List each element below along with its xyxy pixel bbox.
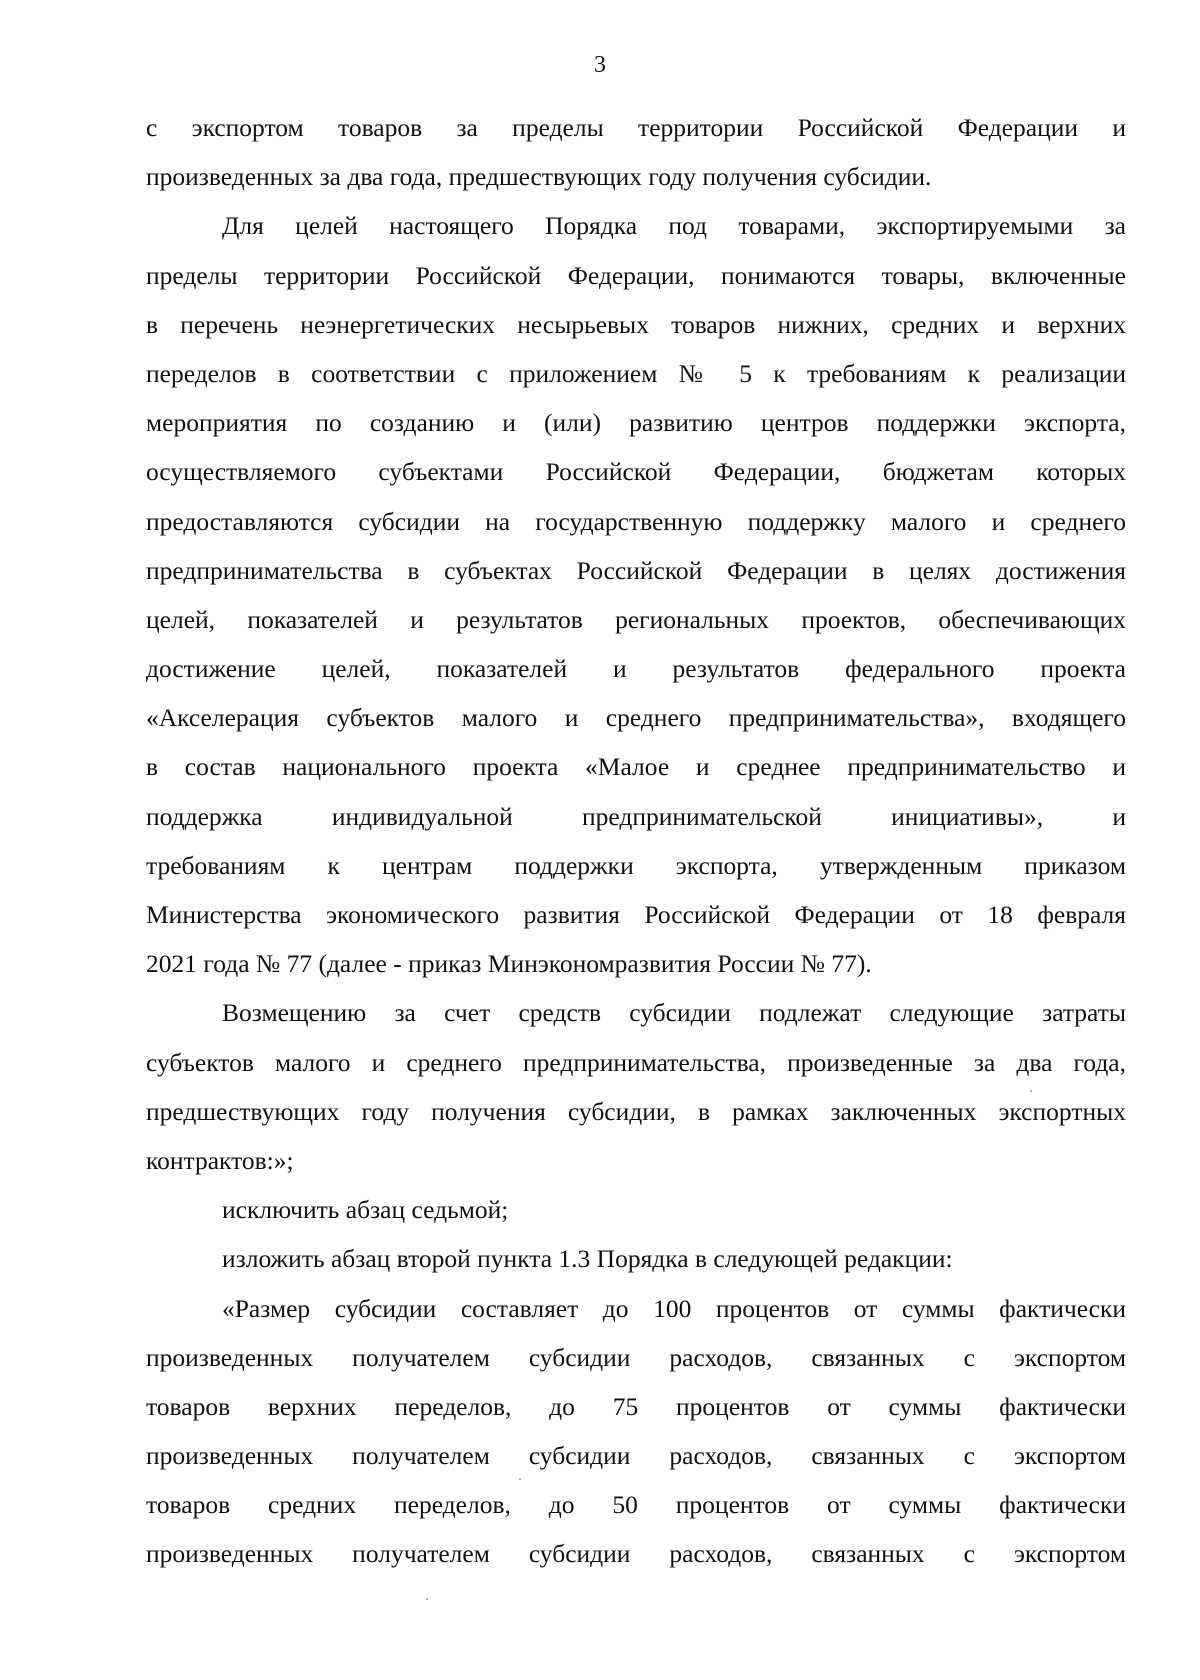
text-line: исключить абзац седьмой; [222,1195,509,1225]
text-line: Министерства экономического развития Российской Федерации от 18 февраля [146,900,1126,929]
text-line: произведенных получателем субсидии расходов, связанных с экспортом [146,1342,1126,1372]
text-line: пределы территории Российской Федерации, понимаются товары, включенные [146,260,1126,290]
text-line: Для целей настоящего Порядка под товарами, экспортируемыми за [222,211,1126,241]
scan-speck [426,1598,428,1600]
text-line: товаров средних переделов, до 50 процентов от суммы фактически [146,1490,1126,1520]
scan-speck [519,1478,521,1480]
text-line: предпринимательства в субъектах Российской Федерации в целях достижения [146,555,1126,585]
text-line: товаров верхних переделов, до 75 процентов от суммы фактически [146,1391,1126,1421]
text-line: поддержка индивидуальной предпринимательской инициативы», и [146,801,1126,831]
text-line: произведенных за два года, предшествующих году получения субсидии. [146,162,932,192]
text-line: произведенных получателем субсидии расходов, связанных с экспортом [146,1441,1126,1471]
scan-speck [1030,1090,1032,1092]
text-line: 2021 года № 77 (далее - приказ Минэкономразвития России № 77). [146,949,872,979]
text-line: Возмещению за счет средств субсидии подлежат следующие затраты [222,998,1126,1028]
text-line: требованиям к центрам поддержки экспорта, утвержденным приказом [146,850,1126,880]
text-line: целей, показателей и результатов региональных проектов, обеспечивающих [146,604,1126,634]
text-line: достижение целей, показателей и результатов федерального проекта [146,654,1126,684]
text-line: произведенных получателем субсидии расходов, связанных с экспортом [146,1539,1126,1569]
text-line: предоставляются субсидии на государственную поддержку малого и среднего [146,506,1126,536]
text-line: с экспортом товаров за пределы территории Российской Федерации и [146,113,1126,142]
text-line: переделов в соответствии с приложением № 5 к требованиям к реализации [146,358,1126,388]
text-line: контрактов:»; [146,1145,294,1175]
text-line: осуществляемого субъектами Российской Федерации, бюджетам которых [146,457,1126,487]
text-line: мероприятия по созданию и (или) развитию центров поддержки экспорта, [146,408,1126,438]
text-line: субъектов малого и среднего предпринимательства, произведенные за два года, [146,1047,1126,1077]
page-number: 3 [594,52,606,78]
text-line: «Акселерация субъектов малого и среднего предпринимательства», входящего [146,703,1126,733]
document-body [146,103,1126,1579]
text-line: изложить абзац второй пункта 1.3 Порядка в следующей редакции: [222,1244,953,1274]
text-line: «Размер субсидии составляет до 100 процентов от суммы фактически [222,1293,1126,1323]
text-line: предшествующих году получения субсидии, в рамках заключенных экспортных [146,1096,1126,1126]
text-line: в перечень неэнергетических несырьевых товаров нижних, средних и верхних [146,309,1126,339]
text-line: в состав национального проекта «Малое и среднее предпринимательство и [146,752,1126,782]
